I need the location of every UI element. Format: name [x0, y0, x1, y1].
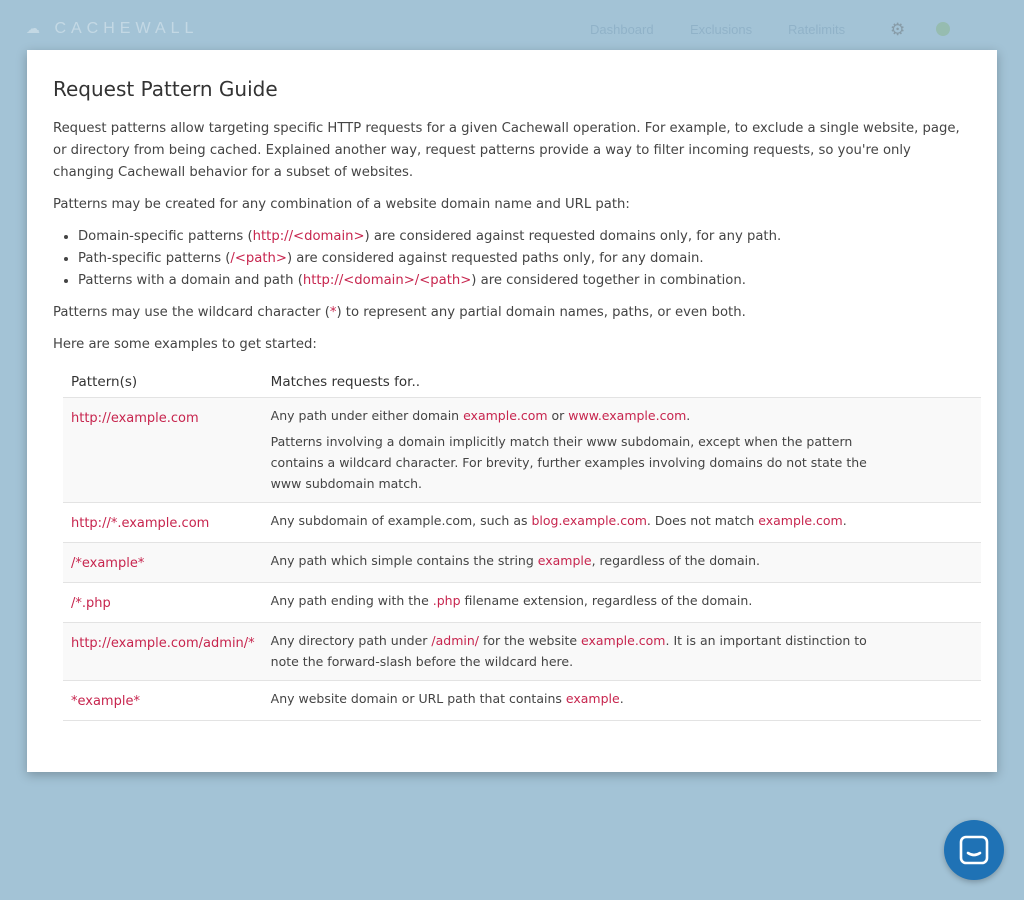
- text-segment: Any path which simple contains the string: [270, 553, 538, 568]
- text-segment: Patterns may use the wildcard character (: [53, 305, 330, 320]
- column-header-matches: Matches requests for..: [263, 366, 981, 398]
- text-segment: .: [686, 408, 691, 423]
- text-segment: .: [842, 513, 847, 528]
- chat-icon: [959, 835, 989, 865]
- description-cell: [263, 543, 981, 583]
- nav-ratelimits: Ratelimits: [788, 22, 846, 37]
- description-cell: [263, 583, 981, 623]
- gear-icon: ⚙: [890, 20, 906, 40]
- pattern-cell: http://example.com/admin/*: [63, 623, 263, 681]
- text-segment: Any path ending with the: [270, 593, 433, 608]
- list-item: [78, 226, 971, 248]
- list-item: [78, 270, 971, 292]
- text-segment: ) are considered against requested paths only, for any domain.: [286, 251, 704, 266]
- list-item: [78, 248, 971, 270]
- combination-paragraph: Patterns may be created for any combination of a website domain name and URL path:: [53, 197, 630, 212]
- nav-dashboard: Dashboard: [590, 22, 654, 37]
- code-text: www.example.com: [568, 408, 687, 423]
- table-row: [63, 398, 981, 503]
- text-segment: Patterns with a domain and path (: [78, 273, 303, 288]
- description-text: [271, 630, 891, 672]
- text-segment: ) to represent any partial domain names, paths, or even both.: [336, 305, 746, 320]
- description-note: Patterns involving a domain implicitly match their www subdomain, except when the pattern contains a wildcard character. For brevity, further examples involving domains do not state the www subdomain match.: [270, 434, 867, 491]
- code-text: example: [565, 691, 620, 706]
- code-text: example: [537, 553, 592, 568]
- table-row: [63, 543, 981, 583]
- description-cell: [263, 503, 981, 543]
- text-segment: Path-specific patterns (: [78, 251, 231, 266]
- description-text: [271, 550, 891, 571]
- chat-launcher-button[interactable]: [944, 820, 1004, 880]
- wildcard-paragraph: [53, 302, 971, 324]
- text-segment: , regardless of the domain.: [591, 553, 760, 568]
- text-segment: Any subdomain of example.com, such as: [270, 513, 532, 528]
- text-segment: Any website domain or URL path that contains: [270, 691, 566, 706]
- pattern-cell: http://example.com: [63, 398, 263, 503]
- text-segment: ) are considered together in combination.: [471, 273, 746, 288]
- code-text: http://<domain>/<path>: [302, 273, 472, 288]
- request-pattern-guide-modal: [27, 50, 997, 772]
- description-cell: [263, 681, 981, 721]
- background-header: [0, 0, 1024, 50]
- code-text: example.com: [463, 408, 548, 423]
- examples-paragraph: Here are some examples to get started:: [53, 337, 317, 352]
- code-text: http://<domain>: [252, 229, 365, 244]
- pattern-cell: /*example*: [63, 543, 263, 583]
- text-segment: for the website: [478, 633, 582, 648]
- pattern-cell: *example*: [63, 681, 263, 721]
- table-row: [63, 583, 981, 623]
- text-segment: . It is an important distinction to note the forward-slash before the wildcard here.: [270, 633, 867, 669]
- description-cell: [263, 623, 981, 681]
- code-text: .php: [432, 593, 461, 608]
- description-text: [271, 590, 891, 611]
- modal-title: Request Pattern Guide: [53, 77, 278, 101]
- text-segment: Domain-specific patterns (: [78, 229, 253, 244]
- code-text: example.com: [581, 633, 666, 648]
- cachewall-logo: ☁ CACHEWALL: [26, 20, 199, 37]
- code-text: /<path>: [230, 251, 287, 266]
- description-text: [271, 688, 891, 709]
- description-text: [271, 405, 891, 426]
- text-segment: Any path under either domain: [270, 408, 464, 423]
- user-avatar: [936, 22, 950, 36]
- text-segment: ) are considered against requested domains only, for any path.: [364, 229, 782, 244]
- text-segment: .: [619, 691, 624, 706]
- text-segment: filename extension, regardless of the domain.: [460, 593, 753, 608]
- text-segment: Request patterns allow targeting specific HTTP requests for a given Cachewall operation. For example, to exclude a single website, page, or directory from being cached. Explained another way, request patterns provide a way to filter incoming requests, so you're only changing Cachewall behavior for a subset of websites.: [53, 121, 960, 180]
- nav-exclusions: Exclusions: [690, 22, 753, 37]
- code-text: blog.example.com: [531, 513, 647, 528]
- pattern-types-list: [53, 226, 971, 292]
- pattern-cell: http://*.example.com: [63, 503, 263, 543]
- cloud-icon: ☁: [26, 20, 45, 36]
- intro-paragraph: [53, 118, 971, 184]
- examples-table: [63, 366, 981, 721]
- description-text: [271, 510, 891, 531]
- pattern-cell: /*.php: [63, 583, 263, 623]
- table-row: [63, 503, 981, 543]
- text-segment: . Does not match: [646, 513, 759, 528]
- code-text: /admin/: [431, 633, 479, 648]
- text-segment: or: [547, 408, 569, 423]
- code-text: example.com: [758, 513, 843, 528]
- table-row: [63, 681, 981, 721]
- code-text: *: [329, 305, 337, 320]
- column-header-patterns: Pattern(s): [63, 366, 263, 398]
- text-segment: Any directory path under: [270, 633, 432, 648]
- description-cell: [263, 398, 981, 503]
- table-row: [63, 623, 981, 681]
